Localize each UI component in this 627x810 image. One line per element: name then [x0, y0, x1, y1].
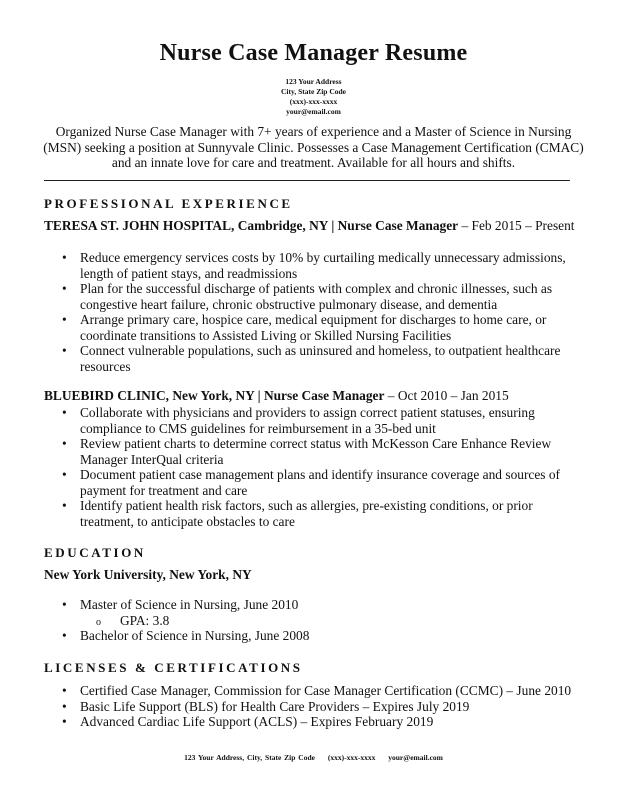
education-degree-1	[44, 597, 584, 613]
footer-address: 123 Your Address, City, State Zip Code	[184, 753, 315, 762]
list-item: • Arrange primary care, hospice care, medical equipment for discharges to home care, or coordinate transitions to Assisted Living or Skilled Nursing Facilities	[44, 312, 584, 343]
job-bullets-1	[44, 250, 584, 374]
contact-phone: (xxx)-xxx-xxxx	[289, 97, 338, 106]
list-item: • Review patient charts to determine correct status with McKesson Care Enhance Review Manager InterQual criteria	[44, 436, 584, 467]
experience-heading: PROFESSIONAL EXPERIENCE	[44, 196, 293, 211]
list-item: • Collaborate with physicians and providers to assign correct patient statuses, ensuring compliance to CMS guidelines for reimbursement in a 35-bed unit	[44, 405, 584, 436]
list-item: • Connect vulnerable populations, such as uninsured and homeless, to outpatient healthcare resources	[44, 343, 584, 374]
summary-paragraph: Organized Nurse Case Manager with 7+ years of experience and a Master of Science in Nursing (MSN) seeking a position at Sunnyvale Clinic. Possesses a Case Management Certification (CMAC) and an innate love for care and treatment. Available for all hours and shifts.	[43, 124, 584, 170]
job-bullets-2	[44, 405, 584, 529]
list-item: • Master of Science in Nursing, June 2010	[44, 597, 584, 613]
footer-phone: (xxx)-xxx-xxxx	[327, 753, 376, 762]
footer	[0, 753, 627, 762]
list-item: • Advanced Cardiac Life Support (ACLS) – Expires February 2019	[44, 714, 584, 730]
list-item: • Basic Life Support (BLS) for Health Care Providers – Expires July 2019	[44, 699, 584, 715]
contact-city: City, State Zip Code	[280, 87, 346, 96]
job-dates-1: – Feb 2015 – Present	[458, 218, 575, 233]
gpa-text: GPA: 3.8	[120, 613, 170, 628]
contact-email: your@email.com	[286, 107, 341, 116]
licenses-heading: LICENSES & CERTIFICATIONS	[44, 660, 303, 675]
footer-email: your@email.com	[388, 753, 443, 762]
contact-block	[0, 77, 627, 117]
list-item: • Reduce emergency services costs by 10% by curtailing medically unnecessary admissions, length of patient stays, and readmissions	[44, 250, 584, 281]
list-item: • Identify patient health risk factors, such as allergies, pre-existing conditions, or prior treatment, to anticipate obstacles to care	[44, 498, 584, 529]
resume-title: Nurse Case Manager Resume	[159, 40, 468, 66]
job-employer-1: TERESA ST. JOHN HOSPITAL, Cambridge, NY | Nurse Case Manager	[44, 218, 459, 233]
education-school: New York University, New York, NY	[44, 567, 252, 582]
education-degree-2	[44, 628, 584, 644]
education-heading: EDUCATION	[44, 545, 146, 560]
contact-address: 123 Your Address	[285, 77, 342, 86]
job-heading-2	[44, 388, 584, 404]
circle-bullet-icon: o	[96, 617, 101, 628]
list-item: • Certified Case Manager, Commission for Case Manager Certification (CCMC) – June 2010	[44, 683, 584, 699]
job-dates-2: – Oct 2010 – Jan 2015	[384, 388, 509, 403]
header-divider	[44, 180, 570, 181]
list-item: • Bachelor of Science in Nursing, June 2008	[44, 628, 584, 644]
list-item: • Document patient case management plans and identify insurance coverage and sources of payment for treatment and care	[44, 467, 584, 498]
job-employer-2: BLUEBIRD CLINIC, New York, NY | Nurse Case Manager	[44, 388, 385, 403]
job-heading-1	[44, 218, 584, 234]
list-item: • Plan for the successful discharge of patients with complex and chronic illnesses, such as congestive heart failure, chronic obstructive pulmonary disease, and dementia	[44, 281, 584, 312]
licenses-list	[44, 683, 584, 730]
